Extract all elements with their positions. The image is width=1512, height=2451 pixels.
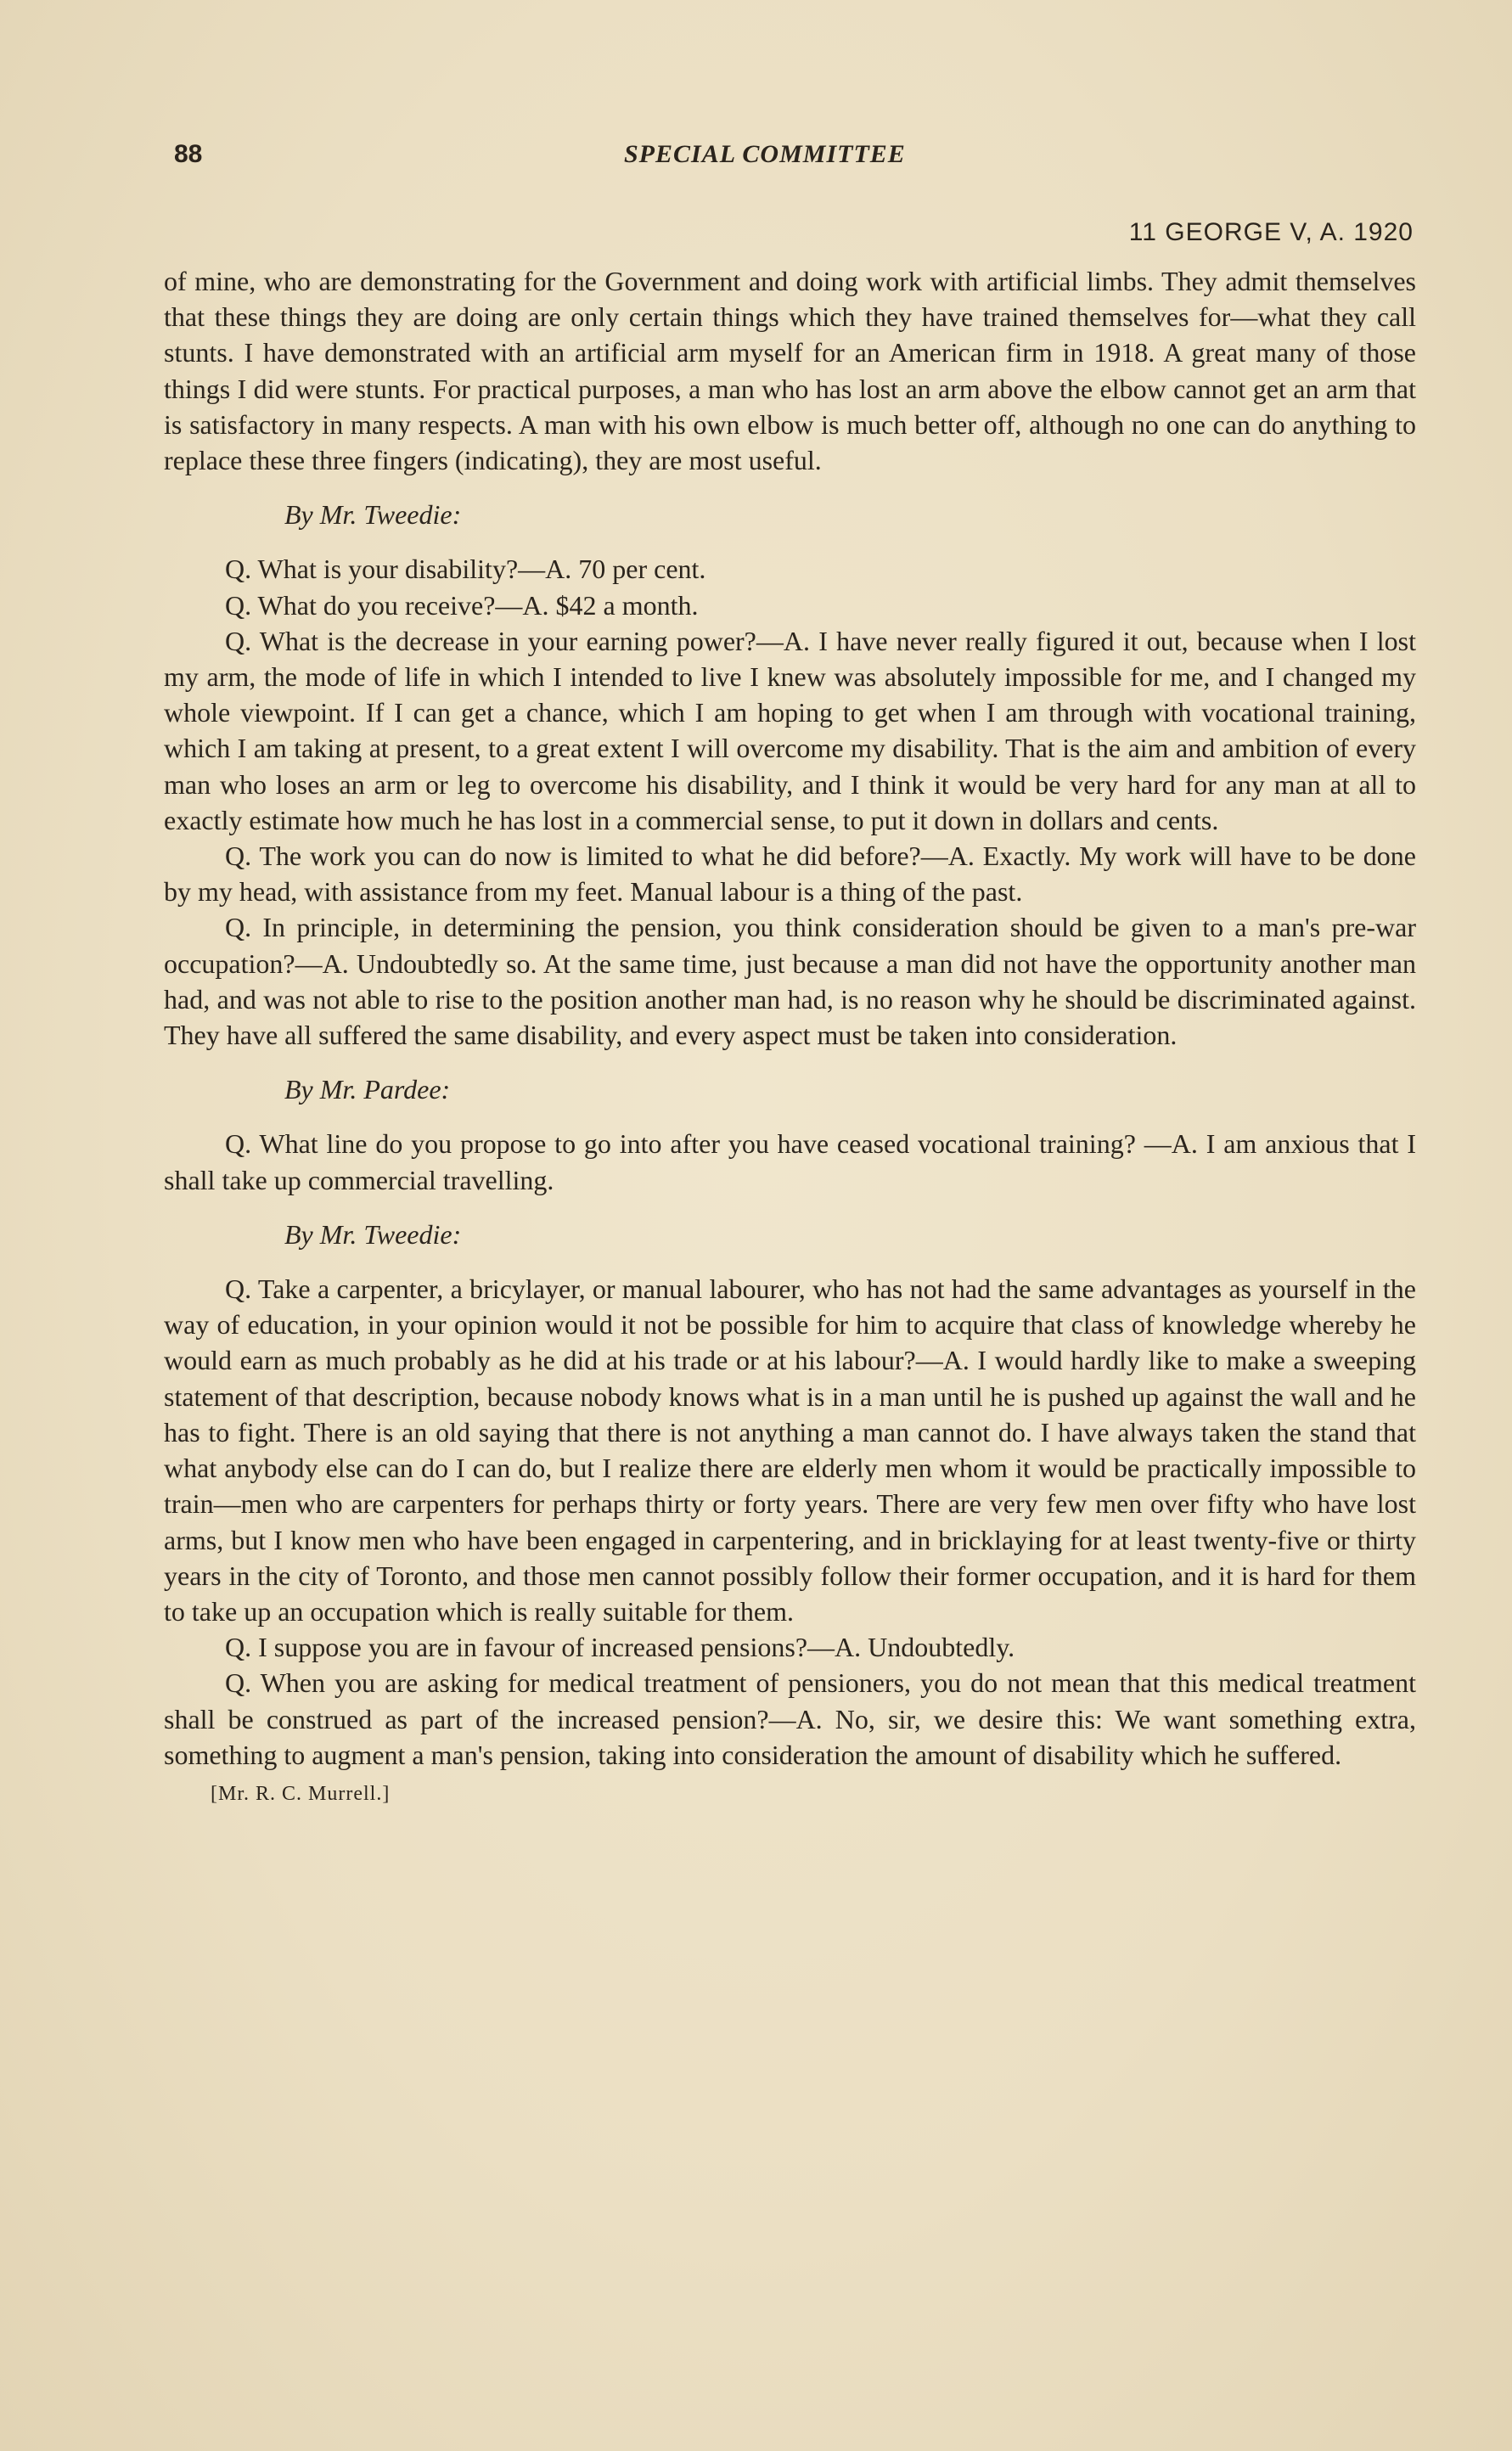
question-paragraph: Q. In principle, in determining the pension, you think consideration should be given to a man's pre-war occupation?—A. Undoubtedly so. At the same time, just because a man did not have the opportunity another man had, and was not able to rise to the position another man had, is no reason why he should be discriminated against. They have all suffered the same disability, and every aspect must be taken into consideration. (164, 912, 1416, 1051)
question-paragraph: Q. The work you can do now is limited to what he did before?—A. Exactly. My work will have to be done by my head, with assistance from my feet. Manual labour is a thing of the past. (164, 840, 1416, 908)
question-paragraph: Q. I suppose you are in favour of increased pensions?—A. Undoubtedly. (225, 1632, 1015, 1663)
session-label: 11 GEORGE V, A. 1920 (1128, 218, 1414, 246)
question-paragraph: Q. What is the decrease in your earning power?—A. I have never really figured it out, because when I lost my arm, the mode of life in which I intended to live I knew was absolutely impossible for me, and I changed my whole viewpoint. If I can get a chance, which I am hoping to get when I am through with vocational training, which I am taking at present, to a great extent I will overcome my disability. That is the aim and ambition of every man who loses an arm or leg to overcome his disability, and I think it would be very hard for any man at all to exactly estimate how much he has lost in a commercial sense, to put it down in dollars and cents. (164, 625, 1416, 835)
question-paragraph: Q. What do you receive?—A. $42 a month. (225, 589, 699, 621)
speaker-heading: By Mr. Tweedie: (284, 1218, 462, 1250)
page-number: 88 (174, 140, 203, 168)
running-title: SPECIAL COMMITTEE (624, 140, 906, 168)
document-body (164, 263, 1416, 1812)
paragraph-continued: of mine, who are demonstrating for the Government and doing work with artificial limbs. They admit themselves that these things they are doing are only certain things which they have trained themselves for—what they call stunts. I have demonstrated with an artificial arm myself for an American firm in 1918. A great many of those things I did were stunts. For practical purposes, a man who has lost an arm above the elbow cannot get an arm that is satisfactory in many respects. A man with his own elbow is much better off, although no one can do anything to replace these three fingers (indicating), they are most useful. (164, 266, 1416, 476)
question-paragraph: Q. What is your disability?—A. 70 per cent. (225, 554, 706, 585)
question-paragraph: Q. What line do you propose to go into after you have ceased vocational training? —A. I am anxious that I shall take up commercial travelling. (164, 1128, 1416, 1195)
speaker-heading: By Mr. Pardee: (284, 1074, 451, 1105)
speaker-heading: By Mr. Tweedie: (284, 499, 462, 531)
question-paragraph: Q. Take a carpenter, a bricylayer, or manual labourer, who has not had the same advantages as yourself in the way of education, in your opinion would it not be possible for him to acquire that class of knowledge whereby he would earn as much probably as he did at his trade or at his labour?—A. I would hardly like to make a sweeping statement of that description, because nobody knows what is in a man until he is pushed up against the wall and he has to fight. There is an old saying that there is not anything a man cannot do. I have always taken the stand that what anybody else can do I can do, but I realize there are elderly men whom it would be practically impossible to train—men who are carpenters for perhaps thirty or forty years. There are very few men over fifty who have lost arms, but I know men who have been engaged in carpentering, and in bricklaying for at least twenty-five or thirty years in the city of Toronto, and those men cannot possibly follow their former occupation, and it is hard for them to take up an occupation which is really suitable for them. (164, 1273, 1416, 1627)
signature-note: [Mr. R. C. Murrell.] (211, 1782, 391, 1805)
question-paragraph: Q. When you are asking for medical treatment of pensioners, you do not mean that this medical treatment shall be construed as part of the increased pension?—A. No, sir, we desire this: We want something extra, something to augment a man's pension, taking into consideration the amount of disability which he suffered. (164, 1667, 1416, 1770)
page-header (174, 140, 1414, 246)
